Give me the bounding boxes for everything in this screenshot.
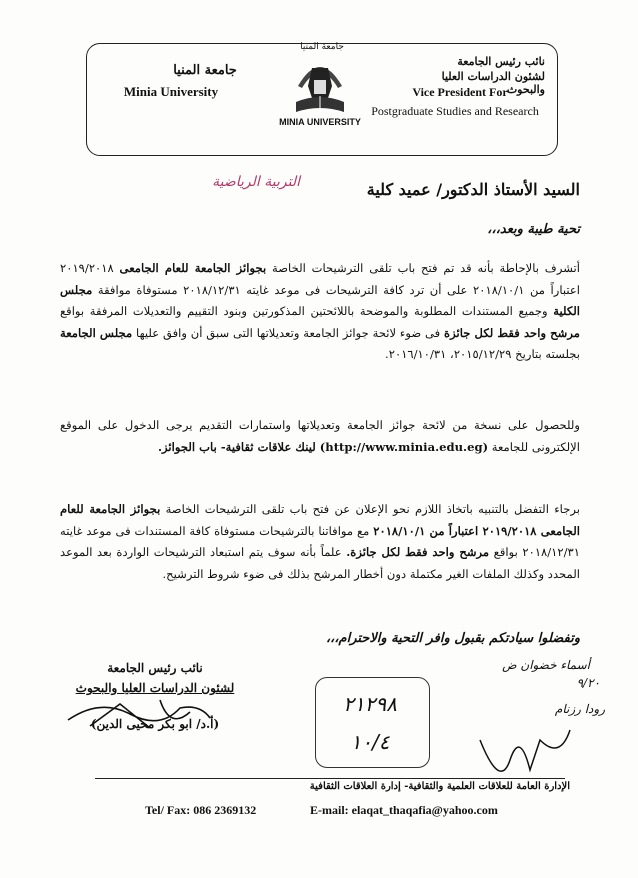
p1-text-4: فى ضوء لائحة جوائز الجامعة وتعديلاتها التى سبق أن وافق عليها <box>132 325 445 340</box>
vp-title-arabic: نائب رئيس الجامعة <box>457 55 545 68</box>
logo-caption: MINIA UNIVERSITY <box>279 117 361 127</box>
body-paragraph-3 <box>60 499 580 585</box>
university-name-arabic: جامعة المنيا <box>173 63 237 78</box>
signature-scribble-icon <box>60 690 240 740</box>
p3-bold-2: مرشح واحد فقط لكل جائزة. <box>346 545 490 559</box>
p1-bold-2: مجلس الكلية <box>60 282 580 318</box>
footer-tel-fax: Tel/ Fax: 086 2369132 <box>145 803 257 817</box>
p1-bold-3: مرشح واحد فقط لكل جائزة <box>444 325 580 340</box>
vp-title-english: Vice President For <box>412 85 508 99</box>
signatory-office: لشئون الدراسات العليا والبحوث <box>75 681 235 695</box>
p3-text-3: علماً بأنه سوف يتم استبعاد الترشيحات الواردة بعد الموعد المحدد وكذلك الملفات الغير مكتملة دون أخطار المرشح بذلك فى ضوء شروط الترشيح. <box>60 545 580 581</box>
footer-divider <box>95 778 565 779</box>
signatory-title: نائب رئيس الجامعة <box>107 661 203 675</box>
logo-arc-text: جامعة المنيا <box>300 42 344 52</box>
p2-text-1: وللحصول على نسخة من لائحة جوائز الجامعة وتعديلاتها واستمارات التقديم يرجى الدخول على الموقع الإلكترونى للجامعة <box>60 418 580 454</box>
closing-line: وتفضلوا سيادتكم بقبول وافر التحية والاحترام،،، <box>325 631 580 646</box>
handwritten-note-1: أسماء خضوان ض <box>502 658 590 672</box>
registry-stamp-box <box>315 677 430 768</box>
vp-office-arabic: لشئون الدراسات العليا والبحوث <box>441 70 545 96</box>
salutation: السيد الأستاذ الدكتور/ عميد كلية <box>366 180 580 199</box>
stamp-number: ٢١٢٩٨ <box>343 692 397 716</box>
stamp-date: ١٠/٤ <box>350 730 390 754</box>
p1-bold-4: مجلس الجامعة <box>60 325 133 340</box>
body-paragraph-1 <box>60 258 580 366</box>
university-name-english: Minia University <box>123 84 219 99</box>
p1-text-5: بجلسته بتاريخ ٢٠١٥/١٢/٢٩، ٢٠١٦/١٠/٣١. <box>385 347 580 361</box>
handwritten-note-2: ٩/٢٠ <box>576 676 600 690</box>
body-paragraph-2 <box>60 415 580 458</box>
handwritten-initials-icon <box>470 720 580 790</box>
p1-text-2: ٢٠١٩/٢٠١٨ اعتباراً من ٢٠١٨/١٠/١ على أن ترد كافة الترشيحات فى موعد غايته ٢٠١٨/١٢/٣١ مستوفاة موافقة <box>60 261 580 297</box>
greeting: تحية طيبة وبعد،،، <box>487 222 580 237</box>
footer-email: E-mail: elaqat_thaqafia@yahoo.com <box>310 803 498 817</box>
signatory-name: (أ.د/ ابو بكر محيى الدين) <box>90 717 220 731</box>
p1-bold-1: بجوائز الجامعة للعام الجامعى <box>119 261 267 275</box>
p3-bold-1: بجوائز الجامعة للعام الجامعى ٢٠١٩/٢٠١٨ اعتباراً من ٢٠١٨/١٠/١ <box>60 502 581 538</box>
p2-bold-1: (http://www.minia.edu.eg) لينك علاقات ثقافية- باب الجوائز. <box>157 439 489 454</box>
p3-text-1: برجاء التفضل بالتنبيه باتخاذ اللازم نحو الإعلان عن فتح باب تلقى الترشيحات الخاصة <box>160 502 580 516</box>
vp-office-english: Postgraduate Studies and Research <box>371 104 539 118</box>
footer-department: الإدارة العامة للعلاقات العلمية والثقافية- إدارة العلاقات الثقافية <box>309 781 570 792</box>
handwritten-note-3: رودا رزنام <box>554 702 605 716</box>
p3-text-2: مع موافاتنا بالترشيحات مستوفاة كافة المستندات فى موعد غايته ٢٠١٨/١٢/٣١ بواقع <box>60 523 580 559</box>
handwritten-faculty-name: التربية الرياضية <box>212 174 300 190</box>
p1-text-1: أتشرف بالإحاطة بأنه قد تم فتح باب تلقى الترشيحات الخاصة <box>266 261 581 275</box>
p1-text-3: وجميع المستندات المطلوبة والموضحة باللائحتين المذكورتين وبنود التقييم والتعديلات المرفقة بواقع <box>60 304 554 318</box>
